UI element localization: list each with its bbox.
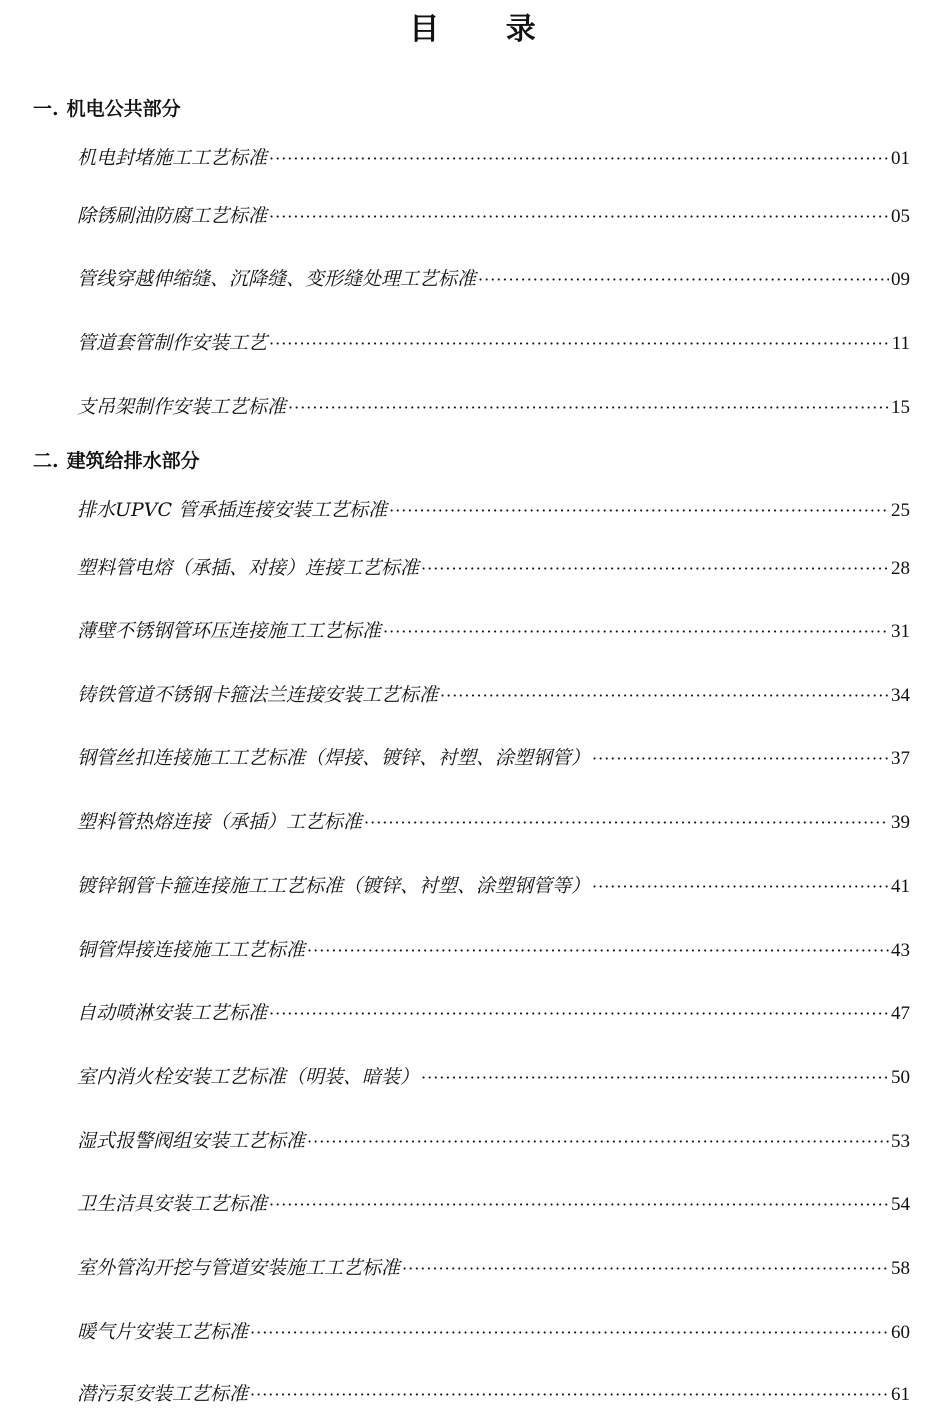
entry-title: 镀锌钢管卡箍连接施工工艺标准（镀锌、衬塑、涂塑钢管等） [77, 875, 591, 897]
entry-page-number: 61 [891, 1384, 910, 1405]
toc-entry[interactable] [77, 681, 910, 709]
entry-title: 自动喷淋安装工艺标准 [77, 1002, 268, 1024]
entry-title: 管道套管制作安装工艺 [77, 332, 268, 354]
entry-page-number: 47 [891, 1003, 910, 1024]
entry-title: 塑料管热熔连接（承插）工艺标准 [77, 811, 363, 833]
dot-leader [389, 497, 889, 525]
dot-leader [288, 394, 889, 422]
toc-entry[interactable] [77, 393, 910, 421]
toc-entry[interactable] [77, 554, 910, 582]
entry-page-number: 58 [891, 1258, 910, 1279]
entry-page-number: 15 [891, 397, 910, 418]
section-label: 机电公共部分 [66, 98, 181, 120]
entry-title: 暖气片安装工艺标准 [77, 1321, 249, 1343]
entry-page-number: 43 [891, 940, 910, 961]
dot-leader [269, 1000, 889, 1028]
dot-leader [269, 145, 889, 173]
entry-page-number: 28 [891, 558, 910, 579]
toc-entry[interactable] [77, 1254, 910, 1282]
entry-title: 机电封堵施工工艺标准 [77, 147, 268, 169]
toc-entry[interactable] [77, 329, 910, 357]
dot-leader [402, 1255, 889, 1283]
entry-title: 钢管丝扣连接施工工艺标准（焊接、镀锌、衬塑、涂塑钢管） [77, 747, 591, 769]
section-number: 二. [33, 450, 59, 472]
entry-title: 铸铁管道不锈钢卡箍法兰连接安装工艺标准 [77, 684, 439, 706]
dot-leader [383, 618, 889, 646]
toc-entry[interactable] [77, 1063, 910, 1091]
dot-leader [250, 1319, 889, 1347]
dot-leader [440, 682, 889, 710]
dot-leader [269, 1191, 889, 1219]
toc-entry[interactable] [77, 1318, 910, 1346]
section-heading-building-water [33, 448, 200, 474]
entry-page-number: 60 [891, 1322, 910, 1343]
toc-entry[interactable] [77, 999, 910, 1027]
dot-leader [421, 1064, 889, 1092]
toc-entry[interactable] [77, 496, 910, 524]
dot-leader [307, 1128, 889, 1156]
toc-entry[interactable] [77, 144, 910, 172]
entry-title: 室内消火栓安装工艺标准（明装、暗装） [77, 1066, 420, 1088]
section-label: 建筑给排水部分 [66, 450, 200, 472]
toc-entry[interactable] [77, 1190, 910, 1218]
section-heading-mep-common [33, 96, 181, 122]
entry-title: 卫生洁具安装工艺标准 [77, 1193, 268, 1215]
entry-title: 除锈刷油防腐工艺标准 [77, 205, 268, 227]
entry-title: 排水UPVC 管承插连接安装工艺标准 [77, 499, 388, 521]
entry-title: 管线穿越伸缩缝、沉降缝、变形缝处理工艺标准 [77, 268, 477, 290]
dot-leader [250, 1381, 889, 1409]
entry-title: 室外管沟开挖与管道安装施工工艺标准 [77, 1257, 401, 1279]
entry-page-number: 41 [891, 876, 910, 897]
toc-entry[interactable] [77, 202, 910, 230]
dot-leader [364, 809, 889, 837]
dot-leader [478, 266, 889, 294]
entry-page-number: 37 [891, 748, 910, 769]
toc-entry[interactable] [77, 744, 910, 772]
entry-page-number: 05 [891, 206, 910, 227]
entry-title: 薄壁不锈钢管环压连接施工工艺标准 [77, 620, 382, 642]
entry-title: 潜污泵安装工艺标准 [77, 1383, 249, 1405]
toc-entry[interactable] [77, 1127, 910, 1155]
toc-entry[interactable] [77, 1380, 910, 1408]
entry-page-number: 34 [891, 685, 910, 706]
entry-page-number: 11 [891, 333, 910, 354]
entry-page-number: 01 [891, 148, 910, 169]
entry-title: 塑料管电熔（承插、对接）连接工艺标准 [77, 557, 420, 579]
page-title: 目 录 [409, 12, 564, 47]
section-number: 一. [33, 98, 59, 120]
dot-leader [269, 203, 889, 231]
entry-page-number: 09 [891, 269, 910, 290]
dot-leader [421, 555, 889, 583]
entry-page-number: 54 [891, 1194, 910, 1215]
dot-leader [592, 873, 889, 901]
entry-title: 湿式报警阀组安装工艺标准 [77, 1130, 306, 1152]
toc-entry[interactable] [77, 617, 910, 645]
dot-leader [592, 745, 889, 773]
toc-entry[interactable] [77, 265, 910, 293]
entry-page-number: 25 [891, 500, 910, 521]
entry-title: 支吊架制作安装工艺标准 [77, 396, 287, 418]
entry-title: 铜管焊接连接施工工艺标准 [77, 939, 306, 961]
toc-entry[interactable] [77, 872, 910, 900]
toc-entry[interactable] [77, 808, 910, 836]
dot-leader [269, 330, 890, 358]
entry-page-number: 31 [891, 621, 910, 642]
entry-page-number: 53 [891, 1131, 910, 1152]
entry-page-number: 50 [891, 1067, 910, 1088]
toc-entry[interactable] [77, 936, 910, 964]
entry-page-number: 39 [891, 812, 910, 833]
dot-leader [307, 937, 889, 965]
